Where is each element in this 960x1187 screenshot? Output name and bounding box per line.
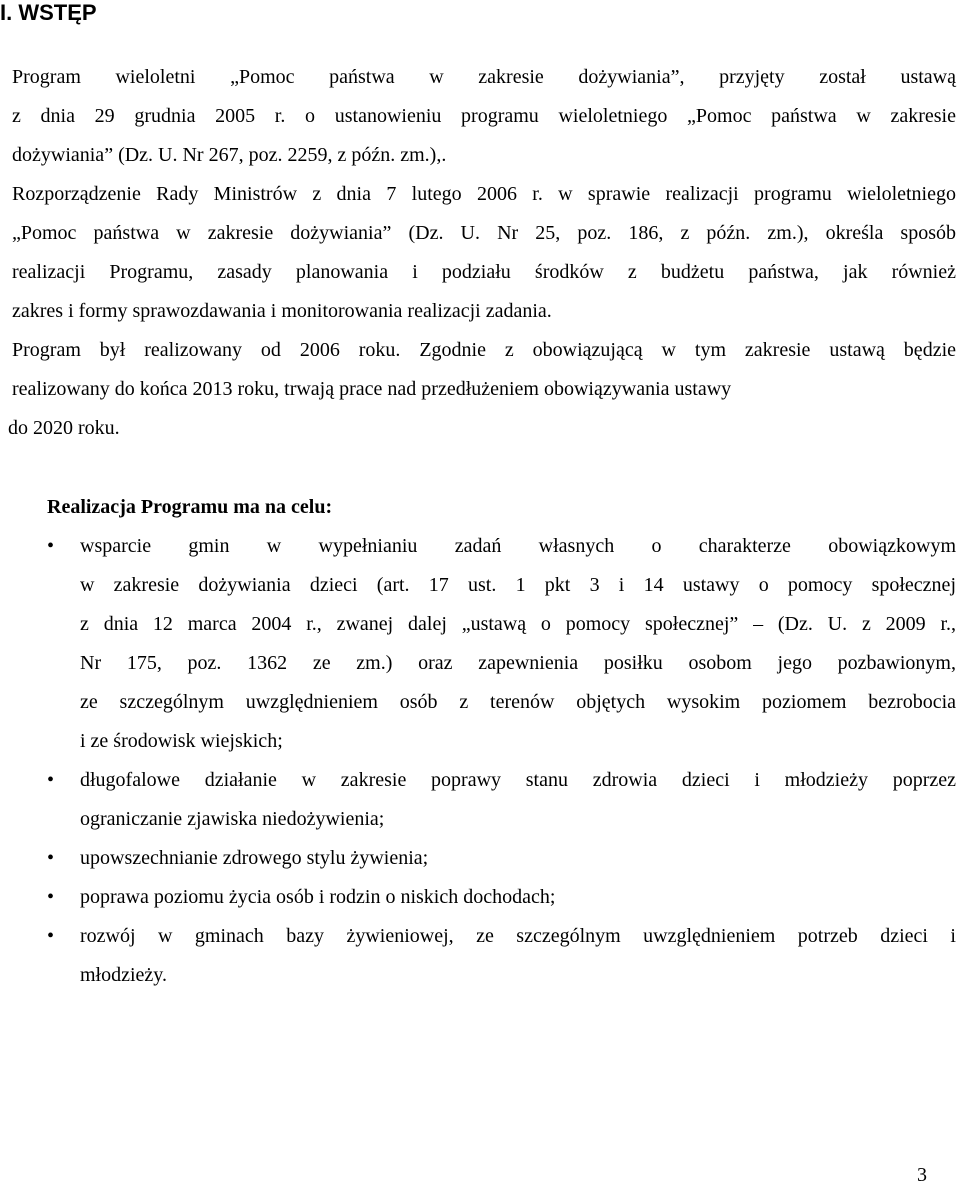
- list-item-line: Nr 175, poz. 1362 ze zm.) oraz zapewnienia posiłku osobom jego pozbawionym,: [80, 652, 956, 674]
- intro-line: Program był realizowany od 2006 roku. Zgodnie z obowiązującą w tym zakresie ustawą będzie: [12, 339, 956, 361]
- list-item: [47, 917, 956, 995]
- intro-line: zakres i formy sprawozdawania i monitorowania realizacji zadania.: [12, 300, 552, 322]
- list-item-line: rozwój w gminach bazy żywieniowej, ze szczególnym uwzględnieniem potrzeb dzieci i: [80, 925, 956, 947]
- intro-line: „Pomoc państwa w zakresie dożywiania” (Dz. U. Nr 25, poz. 186, z późn. zm.), określa sposób: [12, 222, 956, 244]
- list-item-line: w zakresie dożywiania dzieci (art. 17 ust. 1 pkt 3 i 14 ustawy o pomocy społecznej: [80, 574, 956, 596]
- list-item-line: ze szczególnym uwzględnieniem osób z terenów objętych wysokim poziomem bezrobocia: [80, 691, 956, 713]
- bullet-icon: •: [47, 925, 55, 947]
- list-item: [47, 761, 956, 839]
- intro-paragraph: [8, 58, 956, 448]
- goals-list: [47, 527, 956, 995]
- list-item-line: młodzieży.: [80, 964, 168, 986]
- section-heading: I. WSTĘP: [0, 0, 97, 25]
- intro-line: realizowany do końca 2013 roku, trwają prace nad przedłużeniem obowiązywania ustawy: [12, 378, 732, 400]
- list-item-line: wsparcie gmin w wypełnianiu zadań własnych o charakterze obowiązkowym: [80, 535, 956, 557]
- list-item-line: i ze środowisk wiejskich;: [80, 730, 283, 752]
- bullet-icon: •: [47, 847, 55, 869]
- intro-line: dożywiania” (Dz. U. Nr 267, poz. 2259, z późn. zm.),.: [12, 144, 447, 166]
- bullet-icon: •: [47, 769, 55, 791]
- intro-line: Rozporządzenie Rady Ministrów z dnia 7 lutego 2006 r. w sprawie realizacji programu wieloletniego: [12, 183, 956, 205]
- goals-heading: Realizacja Programu ma na celu:: [47, 496, 333, 518]
- list-item-line: długofalowe działanie w zakresie poprawy stanu zdrowia dzieci i młodzieży poprzez: [80, 769, 956, 791]
- list-item: [47, 839, 956, 878]
- list-item-line: poprawa poziomu życia osób i rodzin o niskich dochodach;: [80, 886, 556, 908]
- intro-line: Program wieloletni „Pomoc państwa w zakresie dożywiania”, przyjęty został ustawą: [12, 66, 956, 88]
- intro-line: do 2020 roku.: [8, 417, 120, 439]
- bullet-icon: •: [47, 535, 55, 557]
- page-number: 3: [917, 1164, 927, 1186]
- intro-line: realizacji Programu, zasady planowania i podziału środków z budżetu państwa, jak również: [12, 261, 956, 283]
- list-item-line: upowszechnianie zdrowego stylu żywienia;: [80, 847, 429, 869]
- list-item-line: ograniczanie zjawiska niedożywienia;: [80, 808, 385, 830]
- list-item: [47, 878, 956, 917]
- list-item: [47, 527, 956, 761]
- bullet-icon: •: [47, 886, 55, 908]
- intro-line: z dnia 29 grudnia 2005 r. o ustanowieniu programu wieloletniego „Pomoc państwa w zakresie: [12, 105, 956, 127]
- list-item-line: z dnia 12 marca 2004 r., zwanej dalej „ustawą o pomocy społecznej” – (Dz. U. z 2009 r.,: [80, 613, 956, 635]
